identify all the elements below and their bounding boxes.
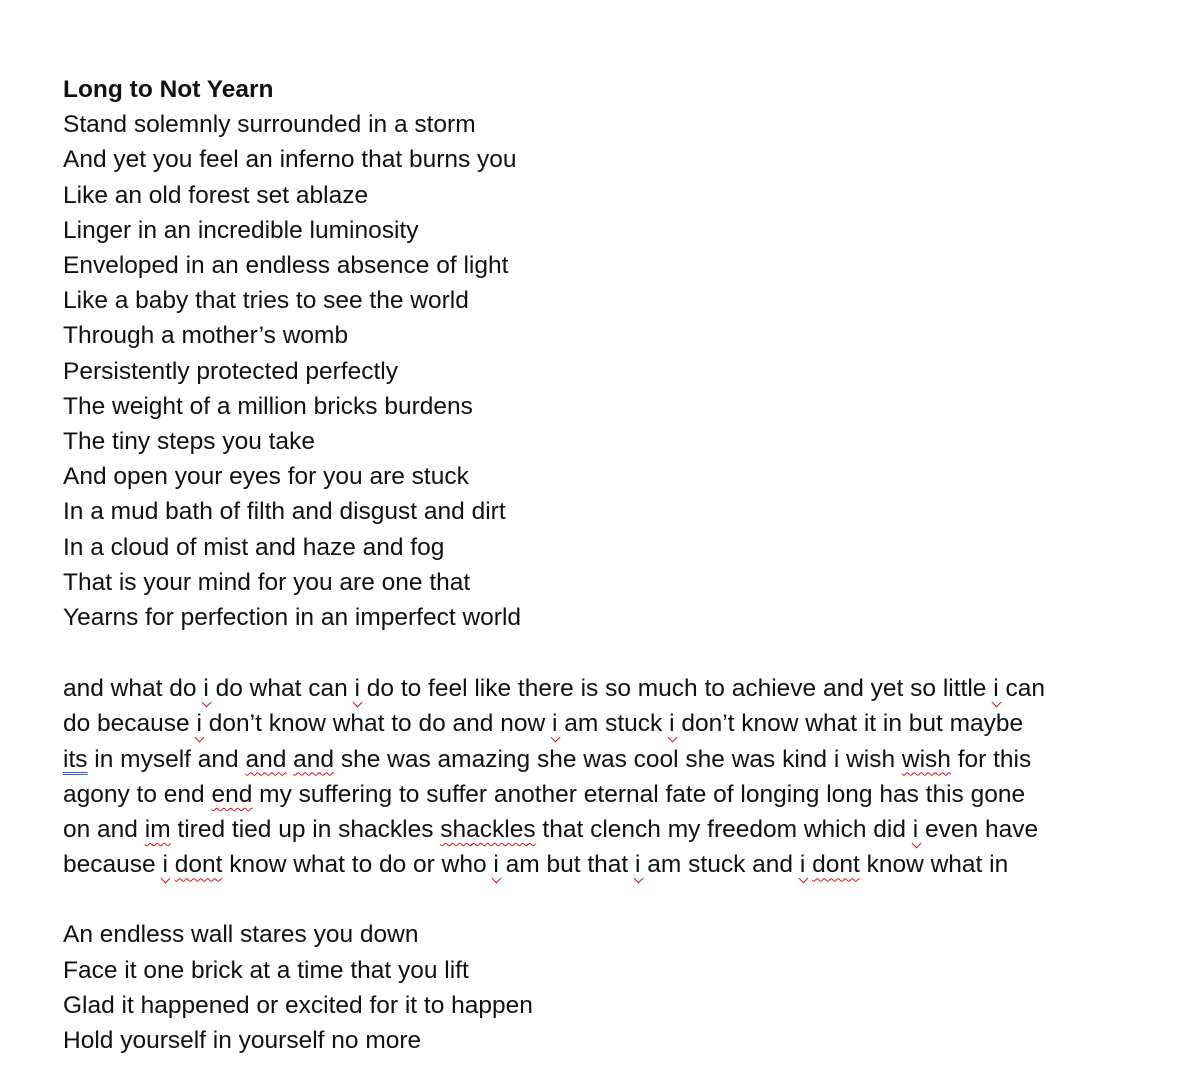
- prose-text: am but that: [498, 851, 636, 879]
- poem-line: Enveloped in an endless absence of light: [63, 252, 509, 280]
- poem-line: Stand solemnly surrounded in a storm: [63, 111, 476, 139]
- prose-text: she was amazing she was cool she was kind i wish: [334, 745, 902, 773]
- paragraph-spacer: [63, 635, 1173, 671]
- poem-line: Glad it happened or excited for it to happen: [63, 991, 533, 1019]
- paragraph-spacer: [63, 882, 1173, 917]
- poem-title: Long to Not Yearn: [63, 76, 274, 103]
- prose-line: [63, 847, 1173, 882]
- spelling-flag[interactable]: i: [799, 851, 806, 879]
- poem-line: In a cloud of mist and haze and fog: [63, 533, 445, 561]
- prose-text: know what in: [859, 851, 1009, 879]
- prose-text: for this: [950, 745, 1032, 773]
- prose-text: my suffering to suffer another eternal fate of longing long has this gone: [252, 780, 1026, 808]
- spelling-flag[interactable]: i: [203, 675, 209, 703]
- spelling-flag[interactable]: i: [552, 710, 558, 738]
- poem-line: Linger in an incredible luminosity: [63, 216, 419, 244]
- prose-text: on and: [63, 816, 145, 844]
- prose-text: don’t know what it in but maybe: [674, 710, 1024, 738]
- prose-text: [168, 851, 175, 878]
- spelling-flag[interactable]: i: [493, 851, 499, 879]
- spelling-flag[interactable]: end: [211, 780, 253, 808]
- poem-line: Face it one brick at a time that you lift: [63, 956, 469, 984]
- prose-text: do because: [63, 710, 197, 738]
- prose-text: and what do: [63, 675, 204, 703]
- spelling-flag[interactable]: i: [196, 710, 202, 738]
- prose-text: do what can: [208, 675, 355, 703]
- document-page: [63, 72, 1173, 1058]
- spelling-flag[interactable]: i: [669, 710, 675, 738]
- poem-line: Yearns for perfection in an imperfect world: [63, 604, 522, 632]
- spelling-flag[interactable]: i: [912, 816, 919, 844]
- prose-text: because: [63, 851, 163, 879]
- poem-line: Like a baby that tries to see the world: [63, 287, 469, 315]
- spelling-flag[interactable]: im: [144, 816, 171, 844]
- poem-line: That is your mind for you are one that: [63, 568, 471, 596]
- stanza-2: [63, 917, 1173, 1058]
- poem-line: Like an old forest set ablaze: [63, 181, 369, 209]
- prose-text: don’t know what to do and now: [201, 710, 552, 738]
- spelling-flag[interactable]: wish: [901, 745, 951, 773]
- prose-text: know what to do or who: [222, 851, 494, 879]
- poem-line: The tiny steps you take: [63, 428, 315, 456]
- poem-line: Through a mother’s womb: [63, 322, 349, 350]
- prose-text: do to feel like there is so much to achieve and yet so little: [359, 675, 994, 703]
- stanza-1: [63, 107, 1173, 635]
- grammar-flag[interactable]: its: [63, 745, 88, 773]
- prose-text: am stuck and: [640, 851, 800, 879]
- spelling-flag[interactable]: dont: [812, 851, 860, 879]
- prose-line: [63, 812, 1173, 847]
- prose-line: [63, 706, 1173, 741]
- spelling-flag[interactable]: shackles: [440, 816, 536, 844]
- spelling-flag[interactable]: i: [993, 675, 999, 703]
- spelling-flag[interactable]: i: [354, 675, 360, 703]
- prose-text: in myself and: [87, 745, 246, 773]
- prose-text: even have: [918, 816, 1039, 844]
- spelling-flag[interactable]: and: [245, 745, 287, 773]
- spelling-flag[interactable]: and: [293, 745, 335, 773]
- poem-line: Hold yourself in yourself no more: [63, 1027, 422, 1055]
- poem-line: An endless wall stares you down: [63, 921, 419, 949]
- spelling-flag[interactable]: i: [635, 851, 641, 879]
- prose-paragraph: [63, 671, 1173, 882]
- poem-line: Persistently protected perfectly: [63, 357, 398, 385]
- prose-line: [63, 742, 1173, 777]
- spelling-flag[interactable]: i: [162, 851, 168, 879]
- prose-text: agony to end: [63, 780, 212, 808]
- prose-text: that clench my freedom which did: [535, 816, 913, 844]
- poem-line: And open your eyes for you are stuck: [63, 463, 469, 491]
- prose-text: am stuck: [557, 710, 670, 738]
- prose-line: [63, 777, 1173, 812]
- poem-line: And yet you feel an inferno that burns you: [63, 146, 517, 174]
- spelling-flag[interactable]: dont: [174, 851, 223, 879]
- poem-line: In a mud bath of filth and disgust and dirt: [63, 498, 506, 526]
- poem-line: The weight of a million bricks burdens: [63, 392, 473, 420]
- prose-text: can: [998, 675, 1045, 703]
- prose-line: [63, 671, 1173, 706]
- prose-text: tired tied up in shackles: [170, 816, 441, 844]
